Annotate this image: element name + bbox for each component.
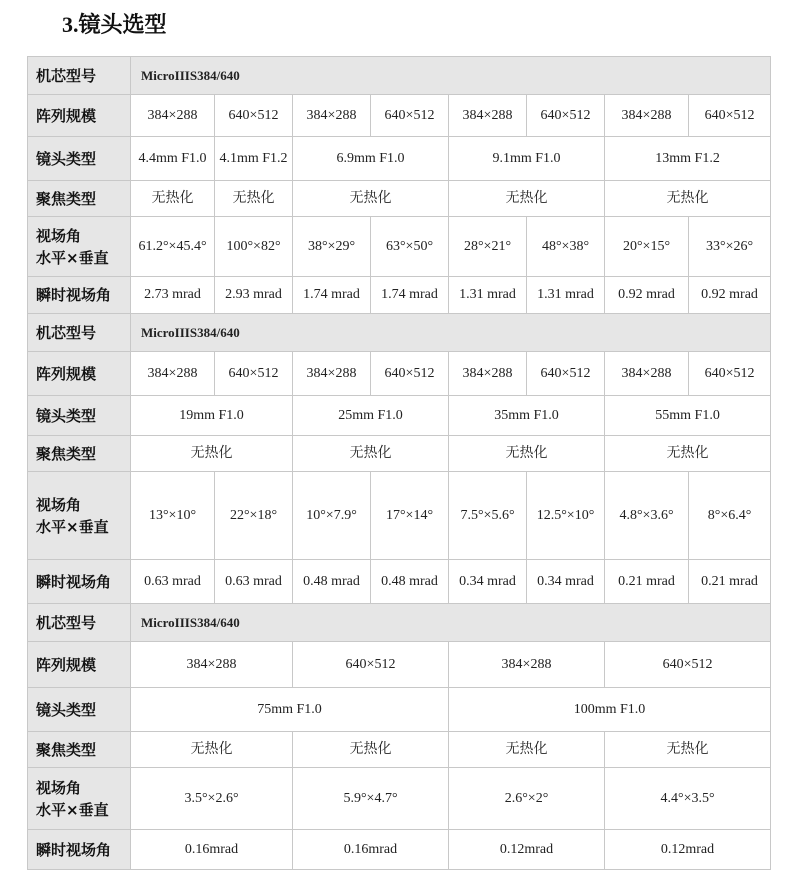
array-cell: 384×288 (449, 95, 527, 137)
ifov-row (28, 830, 771, 870)
array-cell: 640×512 (527, 95, 605, 137)
focus-label: 聚焦类型 (28, 436, 131, 472)
fov-row (28, 472, 771, 560)
ifov-cell: 0.34 mrad (449, 560, 527, 604)
array-cell: 384×288 (293, 352, 371, 396)
fov-cell: 4.8°×3.6° (605, 472, 689, 560)
ifov-cell: 0.92 mrad (689, 277, 771, 314)
focus-cell: 无热化 (131, 732, 293, 768)
array-label: 阵列规模 (28, 95, 131, 137)
array-cell: 384×288 (131, 95, 215, 137)
ifov-cell: 0.16mrad (293, 830, 449, 870)
ifov-cell: 0.21 mrad (689, 560, 771, 604)
array-cell: 640×512 (689, 95, 771, 137)
ifov-cell: 0.16mrad (131, 830, 293, 870)
lens-row (28, 137, 771, 181)
fov-label (28, 217, 131, 277)
fov-cell: 100°×82° (215, 217, 293, 277)
model-label: 机芯型号 (28, 314, 131, 352)
array-cell: 640×512 (689, 352, 771, 396)
focus-cell: 无热化 (215, 181, 293, 217)
lens-table-3 (27, 603, 771, 870)
fov-cell: 61.2°×45.4° (131, 217, 215, 277)
ifov-cell: 0.63 mrad (131, 560, 215, 604)
ifov-cell: 0.12mrad (605, 830, 771, 870)
array-cell: 640×512 (215, 352, 293, 396)
ifov-cell: 0.48 mrad (371, 560, 449, 604)
array-cell: 640×512 (527, 352, 605, 396)
fov-cell: 63°×50° (371, 217, 449, 277)
fov-row (28, 217, 771, 277)
model-label: 机芯型号 (28, 57, 131, 95)
fov-cell: 10°×7.9° (293, 472, 371, 560)
fov-row (28, 768, 771, 830)
fov-cell: 12.5°×10° (527, 472, 605, 560)
array-cell: 384×288 (131, 642, 293, 688)
array-cell: 384×288 (131, 352, 215, 396)
section-title: 3.镜头选型 (62, 12, 167, 37)
ifov-cell: 1.74 mrad (293, 277, 371, 314)
ifov-cell: 1.31 mrad (527, 277, 605, 314)
array-cell: 384×288 (449, 352, 527, 396)
model-row (28, 604, 771, 642)
fov-cell: 38°×29° (293, 217, 371, 277)
fov-cell: 5.9°×4.7° (293, 768, 449, 830)
focus-row (28, 436, 771, 472)
lens-row (28, 688, 771, 732)
lens-cell: 9.1mm F1.0 (449, 137, 605, 181)
focus-cell: 无热化 (605, 732, 771, 768)
ifov-row (28, 560, 771, 604)
fov-cell: 48°×38° (527, 217, 605, 277)
array-cell: 384×288 (449, 642, 605, 688)
focus-cell: 无热化 (293, 732, 449, 768)
array-cell: 640×512 (215, 95, 293, 137)
array-label: 阵列规模 (28, 352, 131, 396)
ifov-cell: 0.48 mrad (293, 560, 371, 604)
fov-cell: 17°×14° (371, 472, 449, 560)
fov-label (28, 768, 131, 830)
array-cell: 384×288 (605, 352, 689, 396)
array-cell: 640×512 (605, 642, 771, 688)
focus-cell: 无热化 (605, 181, 771, 217)
lens-cell: 25mm F1.0 (293, 396, 449, 436)
lens-label: 镜头类型 (28, 137, 131, 181)
fov-cell: 8°×6.4° (689, 472, 771, 560)
focus-label: 聚焦类型 (28, 732, 131, 768)
fov-cell: 33°×26° (689, 217, 771, 277)
fov-label-line1: 视场角 (36, 778, 82, 797)
ifov-cell: 0.92 mrad (605, 277, 689, 314)
ifov-cell: 2.93 mrad (215, 277, 293, 314)
focus-cell: 无热化 (131, 436, 293, 472)
lens-cell: 4.4mm F1.0 (131, 137, 215, 181)
fov-label (28, 472, 131, 560)
focus-label: 聚焦类型 (28, 181, 131, 217)
lens-cell: 100mm F1.0 (449, 688, 771, 732)
ifov-cell: 1.74 mrad (371, 277, 449, 314)
model-value: MicroIIIS384/640 (131, 314, 771, 352)
array-label: 阵列规模 (28, 642, 131, 688)
ifov-cell: 2.73 mrad (131, 277, 215, 314)
lens-cell: 4.1mm F1.2 (215, 137, 293, 181)
model-row (28, 314, 771, 352)
ifov-cell: 0.12mrad (449, 830, 605, 870)
fov-label-line1: 视场角 (36, 226, 82, 245)
fov-cell: 3.5°×2.6° (131, 768, 293, 830)
array-cell: 640×512 (371, 95, 449, 137)
lens-cell: 13mm F1.2 (605, 137, 771, 181)
fov-label-line2: 水平×垂直 (36, 800, 109, 819)
ifov-cell: 0.63 mrad (215, 560, 293, 604)
lens-cell: 55mm F1.0 (605, 396, 771, 436)
fov-label-line2: 水平×垂直 (36, 248, 109, 267)
ifov-cell: 0.34 mrad (527, 560, 605, 604)
array-row (28, 95, 771, 137)
array-row (28, 642, 771, 688)
ifov-cell: 1.31 mrad (449, 277, 527, 314)
fov-cell: 2.6°×2° (449, 768, 605, 830)
lens-table-2 (27, 313, 771, 604)
fov-cell: 22°×18° (215, 472, 293, 560)
lens-cell: 35mm F1.0 (449, 396, 605, 436)
model-value: MicroIIIS384/640 (131, 604, 771, 642)
array-cell: 640×512 (293, 642, 449, 688)
model-value: MicroIIIS384/640 (131, 57, 771, 95)
lens-cell: 75mm F1.0 (131, 688, 449, 732)
ifov-row (28, 277, 771, 314)
array-cell: 384×288 (293, 95, 371, 137)
focus-cell: 无热化 (605, 436, 771, 472)
focus-row (28, 732, 771, 768)
lens-row (28, 396, 771, 436)
model-row (28, 57, 771, 95)
focus-cell: 无热化 (131, 181, 215, 217)
fov-cell: 20°×15° (605, 217, 689, 277)
lens-label: 镜头类型 (28, 688, 131, 732)
focus-row (28, 181, 771, 217)
ifov-label: 瞬时视场角 (28, 830, 131, 870)
ifov-label: 瞬时视场角 (28, 277, 131, 314)
array-cell: 640×512 (371, 352, 449, 396)
focus-cell: 无热化 (449, 732, 605, 768)
fov-cell: 13°×10° (131, 472, 215, 560)
fov-cell: 7.5°×5.6° (449, 472, 527, 560)
fov-cell: 4.4°×3.5° (605, 768, 771, 830)
lens-cell: 19mm F1.0 (131, 396, 293, 436)
lens-label: 镜头类型 (28, 396, 131, 436)
focus-cell: 无热化 (449, 181, 605, 217)
array-row (28, 352, 771, 396)
ifov-cell: 0.21 mrad (605, 560, 689, 604)
fov-cell: 28°×21° (449, 217, 527, 277)
lens-table-1 (27, 56, 771, 314)
lens-cell: 6.9mm F1.0 (293, 137, 449, 181)
ifov-label: 瞬时视场角 (28, 560, 131, 604)
focus-cell: 无热化 (449, 436, 605, 472)
model-label: 机芯型号 (28, 604, 131, 642)
array-cell: 384×288 (605, 95, 689, 137)
focus-cell: 无热化 (293, 181, 449, 217)
focus-cell: 无热化 (293, 436, 449, 472)
fov-label-line1: 视场角 (36, 495, 82, 514)
fov-label-line2: 水平×垂直 (36, 517, 109, 536)
